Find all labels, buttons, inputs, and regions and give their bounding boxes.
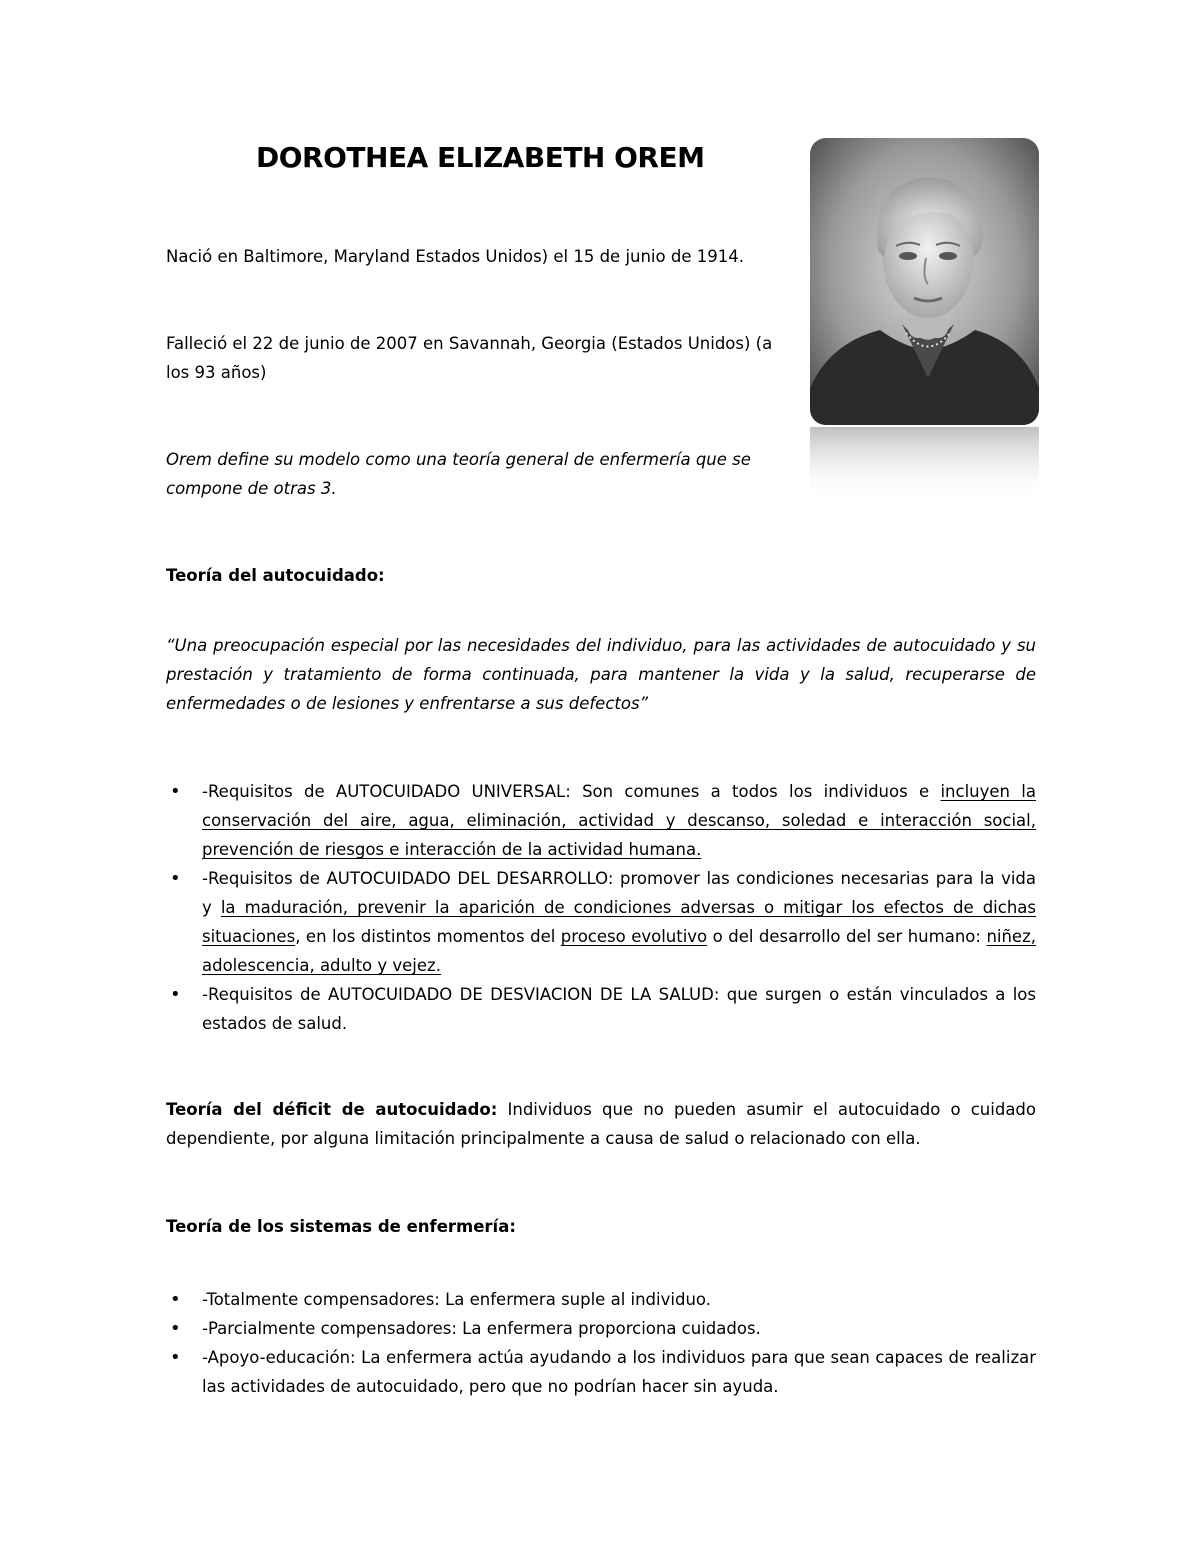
page-title: DOROTHEA ELIZABETH OREM (256, 141, 705, 174)
autocuidado-heading: Teoría del autocuidado: (166, 566, 385, 585)
model-intro-paragraph: Orem define su modelo como una teoría general de enfermería que se compone de otras 3. (166, 450, 751, 498)
deficit-text: Individuos que no pueden asumir el autocuidado o cuidado dependiente, por alguna limitación principalmente a causa de salud o relacionado con ella. (166, 1100, 1037, 1148)
portrait-figure (810, 138, 1039, 500)
list-item: • -Totalmente compensadores: La enfermera suple al individuo. (166, 1285, 1036, 1314)
requirement-text: , en los distintos momentos del (295, 927, 561, 946)
sistemas-list (166, 1285, 1036, 1401)
requirement-underlined-text: niñez, adolescencia, adulto y vejez. (202, 927, 1036, 975)
died-paragraph: Falleció el 22 de junio de 2007 en Savannah, Georgia (Estados Unidos) (a los 93 años) (166, 334, 773, 382)
deficit-heading: Teoría del déficit de autocuidado: (166, 1100, 498, 1119)
requirement-text: o del desarrollo del ser humano: (707, 927, 987, 946)
requirement-underlined-text: incluyen la conservación del aire, agua, eliminación, actividad y descanso, soledad e interacción social, prevención de riesgos e interacción de la actividad humana. (202, 782, 1036, 859)
autocuidado-quote: “Una preocupación especial por las necesidades del individuo, para las actividades de autocuidado y su prestación y tratamiento de forma continuada, para mantener la vida y la salud, recuperarse de enfermedades o de lesiones y enfrentarse a sus defectos” (166, 636, 1036, 713)
requirement-underlined-text: proceso evolutivo (560, 927, 708, 946)
list-item: • -Parcialmente compensadores: La enfermera proporciona cuidados. (166, 1314, 1036, 1343)
requirement-text: -Requisitos de AUTOCUIDADO DEL DESARROLLO: promover las condiciones necesarias para la vida y (202, 869, 1036, 917)
born-paragraph: Nació en Baltimore, Maryland Estados Unidos) el 15 de junio de 1914. (166, 247, 744, 266)
portrait-photo (810, 138, 1039, 425)
deficit-paragraph (166, 1095, 1036, 1153)
list-item (166, 777, 1036, 864)
requirement-text: -Requisitos de AUTOCUIDADO UNIVERSAL: Son comunes a todos los individuos e (202, 782, 941, 801)
sistemas-heading: Teoría de los sistemas de enfermería: (166, 1217, 516, 1236)
requirement-text: -Requisitos de AUTOCUIDADO DE DESVIACION DE LA SALUD: que surgen o están vinculados a los estados de salud. (202, 985, 1036, 1033)
portrait-reflection (810, 427, 1039, 502)
requirement-underlined-text: la maduración, prevenir la aparición de condiciones adversas o mitigar los efectos de dichas situaciones (202, 898, 1036, 946)
list-item (166, 864, 1036, 980)
list-item (166, 980, 1036, 1038)
autocuidado-requirements-list (166, 777, 1036, 1038)
list-item: • -Apoyo-educación: La enfermera actúa ayudando a los individuos para que sean capaces de realizar las actividades de autocuidado, pero que no podrían hacer sin ayuda. (166, 1343, 1036, 1401)
